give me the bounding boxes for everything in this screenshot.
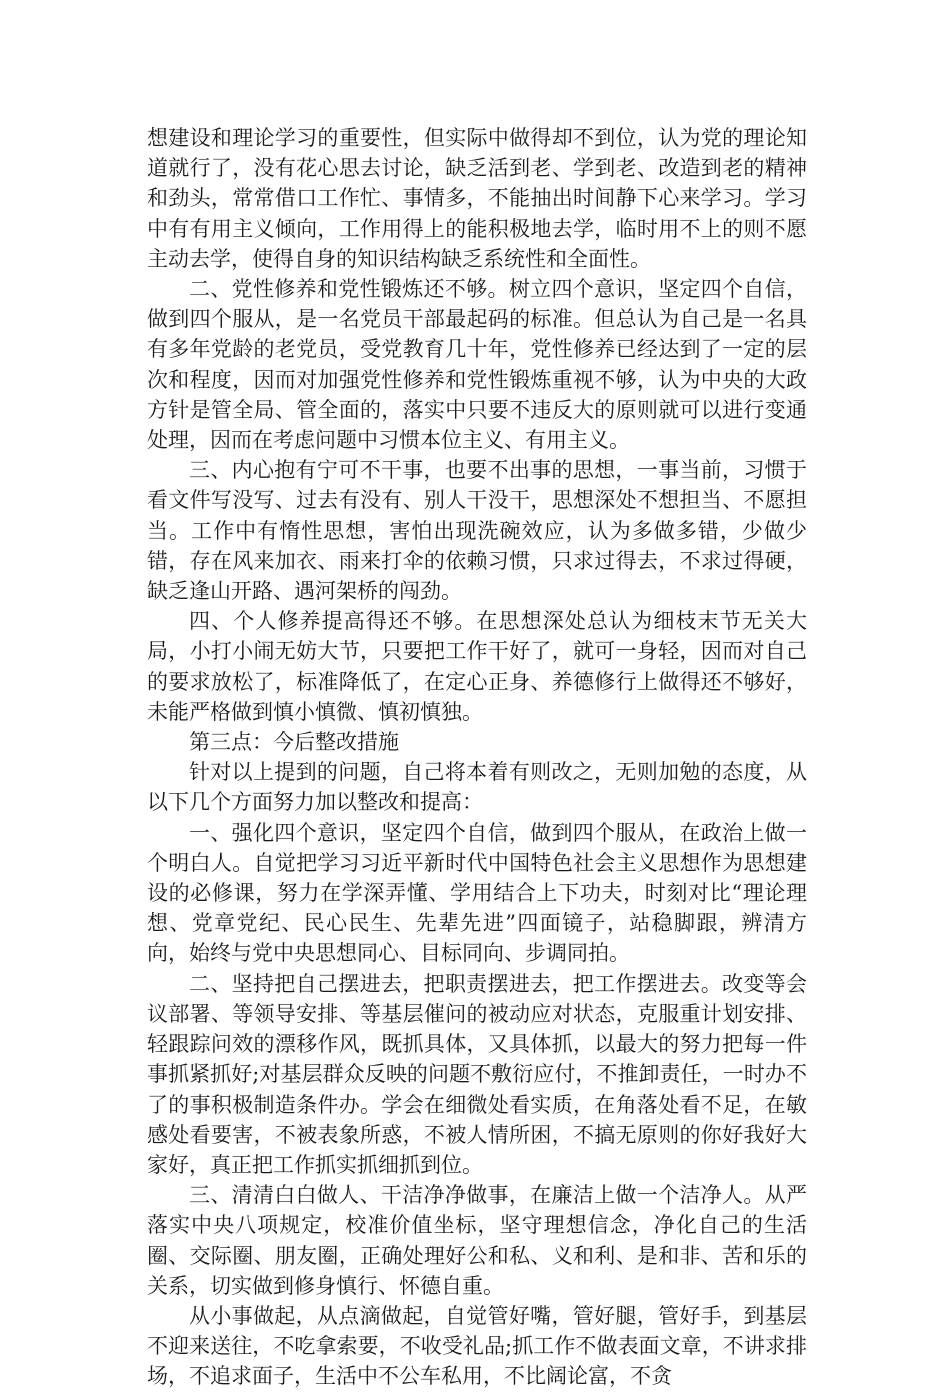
paragraph-10: 从小事做起，从点滴做起，自觉管好嘴，管好腿，管好手，到基层不迎来送往，不吃拿索要，不收受礼品;抓工作不做表面文章，不讲求排场，不追求面子，生活中不公车私用，不比阔论富，不贪 xyxy=(147,1303,807,1389)
paragraph-3: 三、内心抱有宁可不干事，也要不出事的思想，一事当前，习惯于看文件写没写、过去有没有、别人干没干，思想深处不想担当、不愿担当。工作中有惰性思想，害怕出现洗碗效应，认为多做多错，少做少错，存在风来加衣、雨来打伞的依赖习惯，只求过得去，不求过得硬，缺乏逢山开路、遇河架桥的闯劲。 xyxy=(147,458,807,604)
paragraph-1: 想建设和理论学习的重要性，但实际中做得却不到位，认为党的理论知道就行了，没有花心思去讨论，缺乏活到老、学到老、改造到老的精神和劲头，常常借口工作忙、事情多，不能抽出时间静下心来学习。学习中有有用主义倾向，工作用得上的能积极地去学，临时用不上的则不愿主动去学，使得自身的知识结构缺乏系统性和全面性。 xyxy=(147,126,807,271)
section-heading: 第三点：今后整改措施 xyxy=(189,730,399,755)
paragraph-2: 二、党性修养和党性锻炼还不够。树立四个意识，坚定四个自信，做到四个服从，是一名党员干部最起码的标准。但总认为自己是一名具有多年党龄的老党员，受党教育几十年，党性修养已经达到了一定的层次和程度，因而对加强党性修养和党性锻炼重视不够，认为中央的大政方针是管全局、管全面的，落实中只要不违反大的原则就可以进行变通处理，因而在考虑问题中习惯本位主义、有用主义。 xyxy=(147,277,807,453)
paragraph-9: 三、清清白白做人、干洁净净做事，在廉洁上做一个洁净人。从严落实中央八项规定，校准价值坐标，坚守理想信念，净化自己的生活圈、交际圈、朋友圈，正确处理好公和私、义和利、是和非、苦和乐的关系，切实做到修身慎行、怀德自重。 xyxy=(147,1183,807,1298)
paragraph-7: 一、强化四个意识，坚定四个自信，做到四个服从，在政治上做一个明白人。自觉把学习习近平新时代中国特色社会主义思想作为思想建设的必修课，努力在学深弄懂、学用结合上下功夫，时刻对比“理论理想、党章党纪、民心民生、先辈先进”四面镜子，站稳脚跟，辨清方向，始终与党中央思想同心、目标同向、步调同拍。 xyxy=(147,820,807,966)
document-page xyxy=(147,123,807,1392)
paragraph-4: 四、个人修养提高得还不够。在思想深处总认为细枝末节无关大局，小打小闹无妨大节，只要把工作干好了，就可一身轻，因而对自己的要求放松了，标准降低了，在定心正身、养德修行上做得还不够好，未能严格做到慎小慎微、慎初慎独。 xyxy=(147,609,807,724)
paragraph-6: 针对以上提到的问题，自己将本着有则改之，无则加勉的态度，从以下几个方面努力加以整改和提高： xyxy=(147,760,807,815)
paragraph-8: 二、坚持把自己摆进去，把职责摆进去，把工作摆进去。改变等会议部署、等领导安排、等基层催问的被动应对状态，克服重计划安排、轻跟踪问效的漂移作风，既抓具体，又具体抓，以最大的努力把每一件事抓紧抓好;对基层群众反映的问题不敷衍应付，不推卸责任，一时办不了的事积极制造条件办。学会在细微处看实质，在角落处看不足，在敏感处看要害，不被表象所惑，不被人情所困，不搞无原则的你好我好大家好，真正把工作抓实抓细抓到位。 xyxy=(147,971,807,1177)
